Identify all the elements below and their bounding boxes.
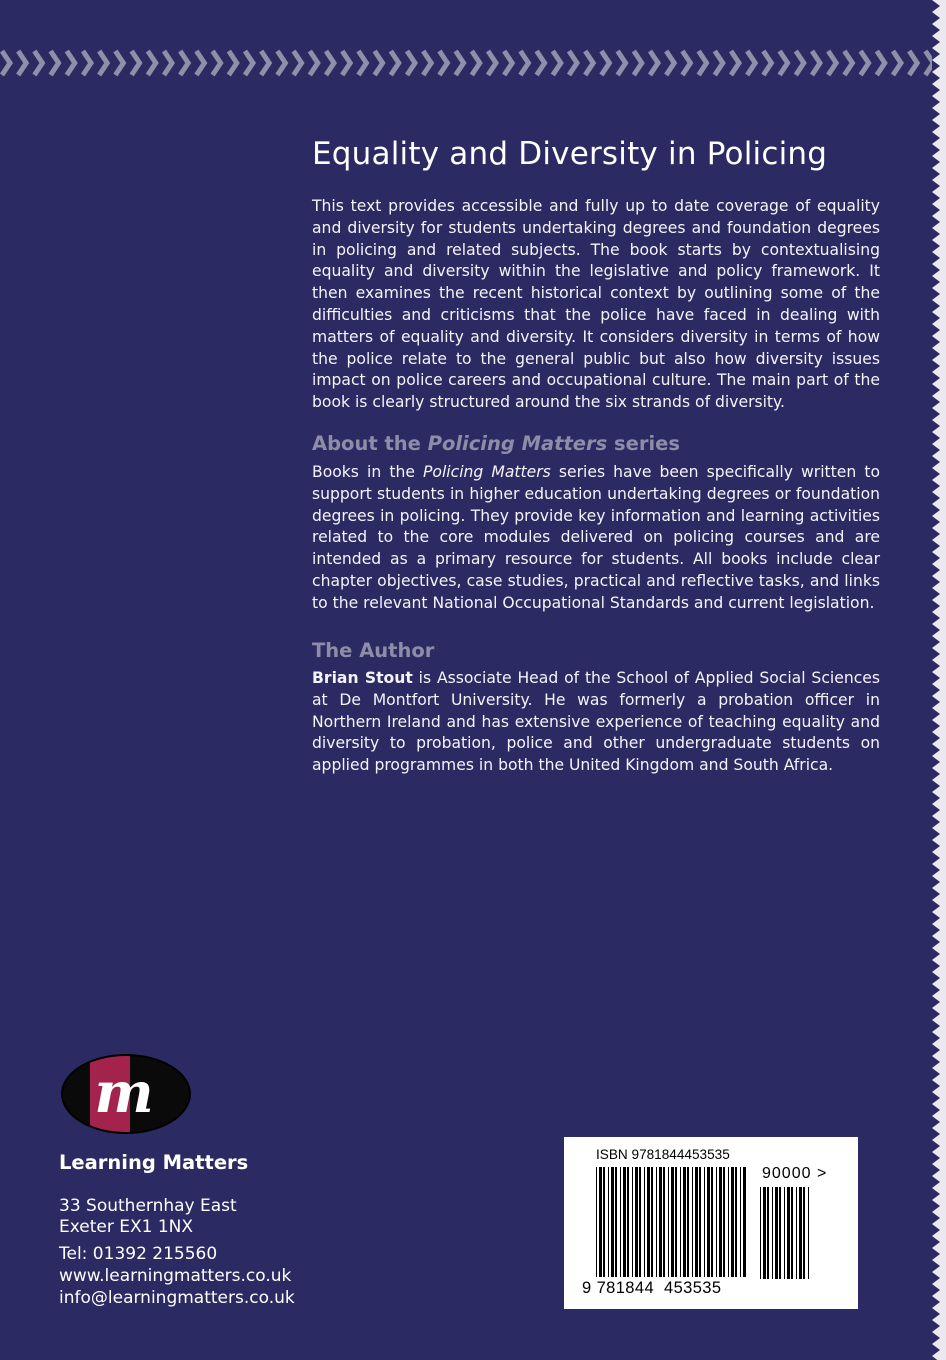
series-name-inline: Policing Matters bbox=[423, 463, 551, 481]
book-description: This text provides accessible and fully up to date coverage of equality and diversity for students undertaking degrees and foundation degrees in policing and related subjects. The book starts by contextualising equality and diversity within the legislative and policy framework. It then examines the recent historical context by outlining some of the difficulties and criticisms that the police have faced in dealing with matters of equality and diversity. It considers diversity in terms of how the police relate to the general public but also how diversity issues impact on police careers and occupational culture. The main part of the book is clearly structured around the six strands of diversity. bbox=[312, 197, 880, 412]
publisher-name: Learning Matters bbox=[59, 1151, 249, 1174]
address-line-2: Exeter EX1 1NX bbox=[59, 1217, 194, 1237]
learning-matters-logo-icon bbox=[60, 1052, 192, 1136]
series-heading: About the Policing Matters series bbox=[312, 432, 681, 455]
author-bio: Brian Stout is Associate Head of the School of Applied Social Sciences at De Montfort University. He was formerly a probation officer in Northern Ireland and has extensive experience of teaching equality and diversity to probation, police and other undergraduate students on applied programmes in both the United Kingdom and South Africa. bbox=[312, 669, 880, 775]
ean-barcode bbox=[596, 1167, 746, 1279]
publisher-email[interactable]: info@learningmatters.co.uk bbox=[59, 1288, 295, 1308]
chevron-border-band bbox=[0, 46, 946, 80]
chevron-pattern bbox=[2, 51, 946, 75]
price-addon-barcode bbox=[760, 1187, 814, 1279]
address-line-1: 33 Southernhay East bbox=[59, 1196, 237, 1216]
author-name: Brian Stout bbox=[312, 669, 413, 687]
isbn-label: ISBN 9781844453535 bbox=[596, 1147, 730, 1162]
right-edge-strip bbox=[932, 0, 946, 1360]
book-title: Equality and Diversity in Policing bbox=[312, 136, 828, 172]
publisher-website[interactable]: www.learningmatters.co.uk bbox=[59, 1266, 292, 1286]
isbn-digits: 9 781844 453535 bbox=[582, 1279, 722, 1297]
logo-letter: m bbox=[94, 1060, 154, 1126]
publisher-phone: Tel: 01392 215560 bbox=[59, 1244, 218, 1264]
author-heading: The Author bbox=[312, 639, 435, 662]
series-name: Policing Matters bbox=[427, 432, 608, 455]
isbn-barcode-panel bbox=[564, 1137, 858, 1309]
series-description: Books in the Policing Matters series have been specifically written to support students in higher education undertaking degrees or foundation degrees in policing. They provide key information and learning activities related to the core modules delivered on policing courses and are intended as a primary resource for students. All books include clear chapter objectives, case studies, practical and reflective tasks, and links to the relevant National Occupational Standards and current legislation. bbox=[312, 463, 880, 612]
price-code: 90000 > bbox=[762, 1165, 828, 1182]
